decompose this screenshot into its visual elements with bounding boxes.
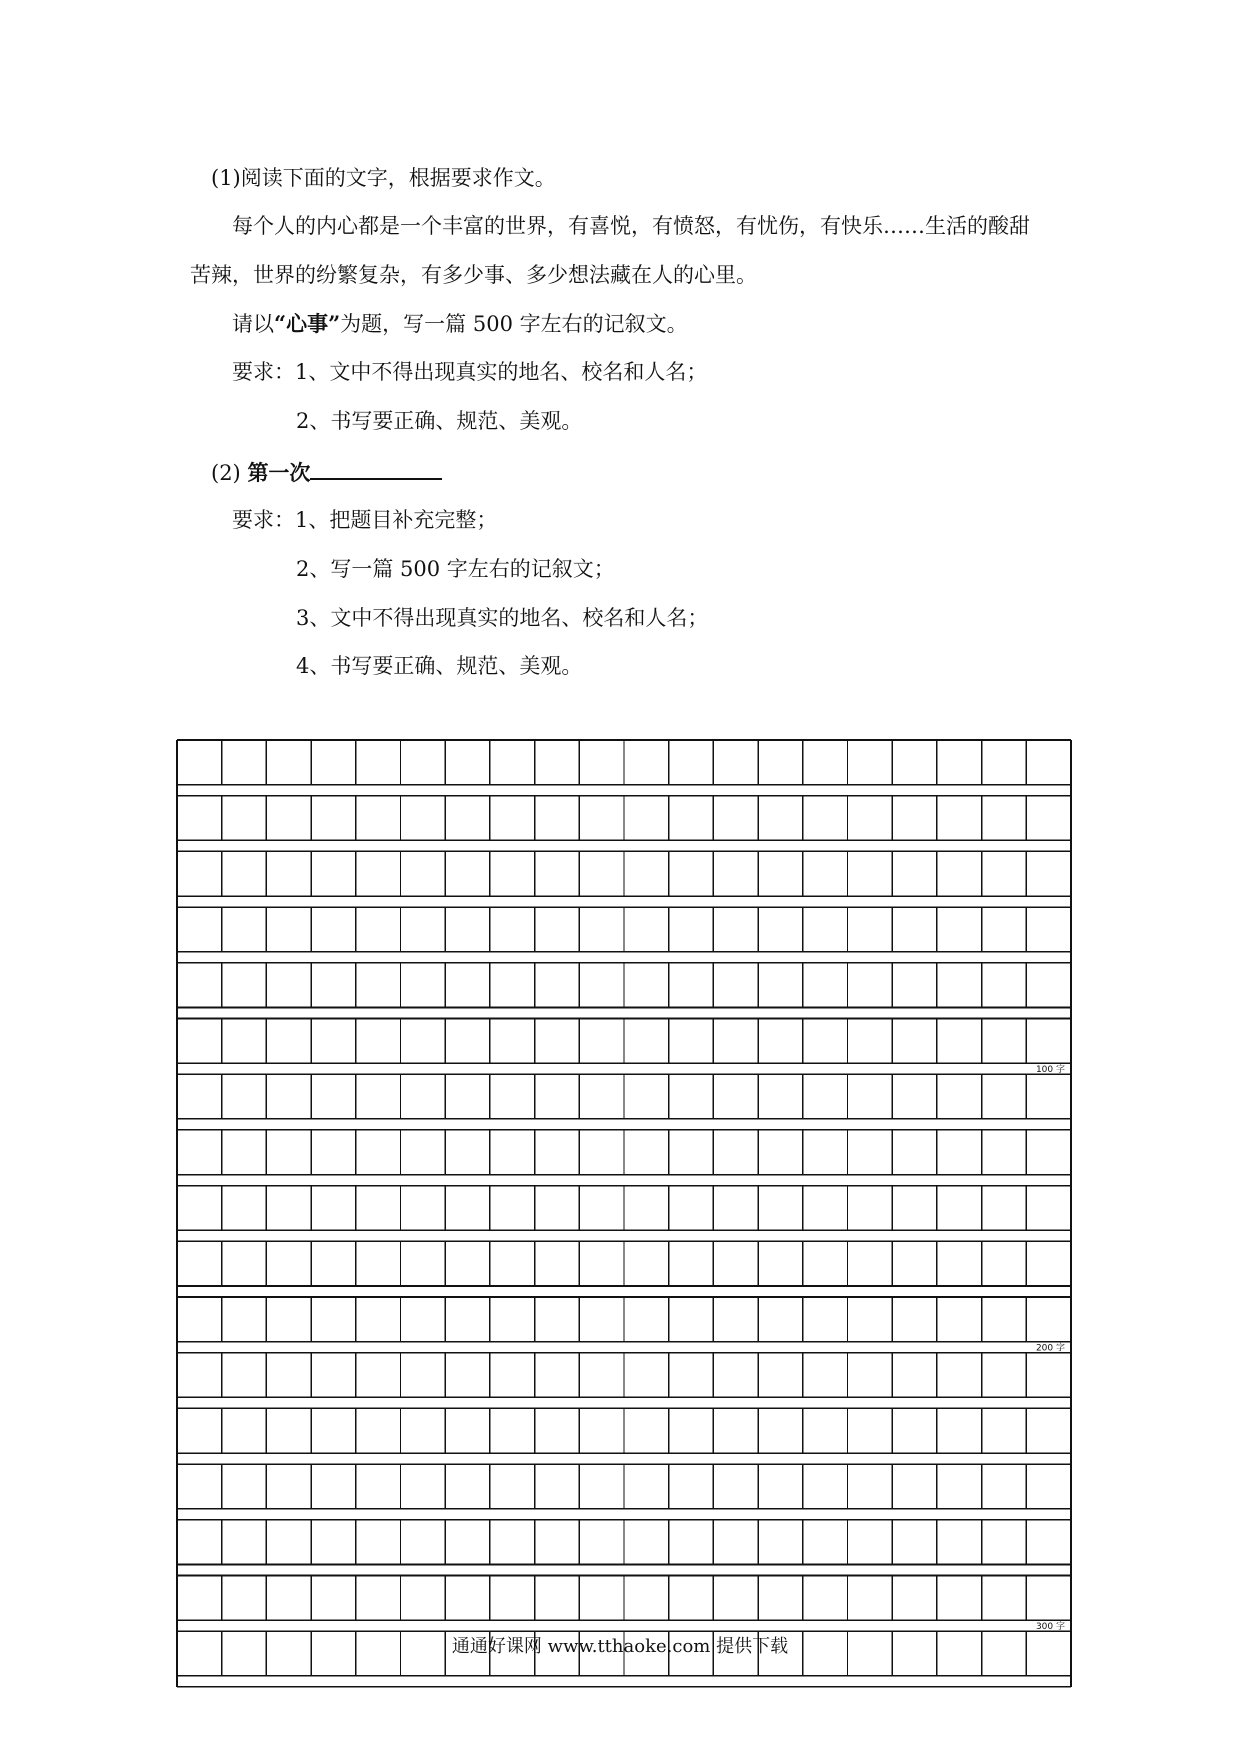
prompt2-requirement-1: [232, 505, 497, 535]
writing-grid: [176, 739, 1072, 1633]
prompt1-instruction: [232, 309, 688, 339]
grid-row: [177, 740, 1071, 796]
instruction-pre: 请以: [232, 312, 274, 336]
prompt2-title: 第一次: [247, 460, 311, 485]
word-count-marker: 100 字: [1035, 1065, 1065, 1076]
grid-row: [177, 851, 1071, 907]
grid-row: [177, 1241, 1071, 1297]
requirement-text: 1、把题目补充完整；: [295, 508, 498, 532]
prompt2-requirement-2: 2、写一篇 500 字左右的记叙文；: [296, 557, 615, 581]
instruction-title: “心事”: [274, 311, 341, 336]
prompt1-paragraph-line1: 每个人的内心都是一个丰富的世界，有喜悦，有愤怒，有忧伤，有快乐……生活的酸甜: [232, 214, 1030, 238]
grid-row: [177, 1074, 1071, 1130]
title-blank: [310, 456, 442, 480]
instruction-post: 为题，写一篇 500 字左右的记叙文。: [340, 312, 688, 336]
grid-row: [177, 963, 1071, 1019]
prompt2-requirement-4: 4、书写要正确、规范、美观。: [296, 654, 583, 678]
prompt2-number: (2): [211, 461, 241, 485]
prompt1-requirement-1: [232, 357, 707, 387]
footer-credit: 通通好课网 www.tthaoke.com 提供下载: [451, 1636, 789, 1657]
word-count-marker: 200 字: [1035, 1343, 1065, 1354]
word-count-marker: 300 字: [1035, 1622, 1065, 1633]
grid-row: [177, 796, 1071, 852]
requirement-text: 1、文中不得出现真实的地名、校名和人名；: [295, 360, 708, 384]
grid-row: [177, 1464, 1071, 1520]
requirements-label: 要求：: [232, 508, 295, 532]
grid-row: [177, 1576, 1071, 1632]
prompt1-requirement-2: 2、书写要正确、规范、美观。: [296, 409, 583, 433]
grid-row: [177, 1297, 1071, 1353]
prompt2-requirement-3: 3、文中不得出现真实的地名、校名和人名；: [296, 606, 709, 630]
grid-row: [177, 1353, 1071, 1409]
grid-row: [177, 1520, 1071, 1576]
prompt2-heading: [211, 456, 442, 488]
requirements-label: 要求：: [232, 360, 295, 384]
grid-row: [177, 1408, 1071, 1464]
grid-row: [177, 1130, 1071, 1186]
grid-row: [177, 1186, 1071, 1242]
prompt1-heading: (1)阅读下面的文字，根据要求作文。: [211, 166, 556, 190]
grid-row: [177, 1019, 1071, 1075]
prompt1-paragraph-line2: 苦辣，世界的纷繁复杂，有多少事、多少想法藏在人的心里。: [190, 263, 757, 287]
grid-row: [177, 907, 1071, 963]
